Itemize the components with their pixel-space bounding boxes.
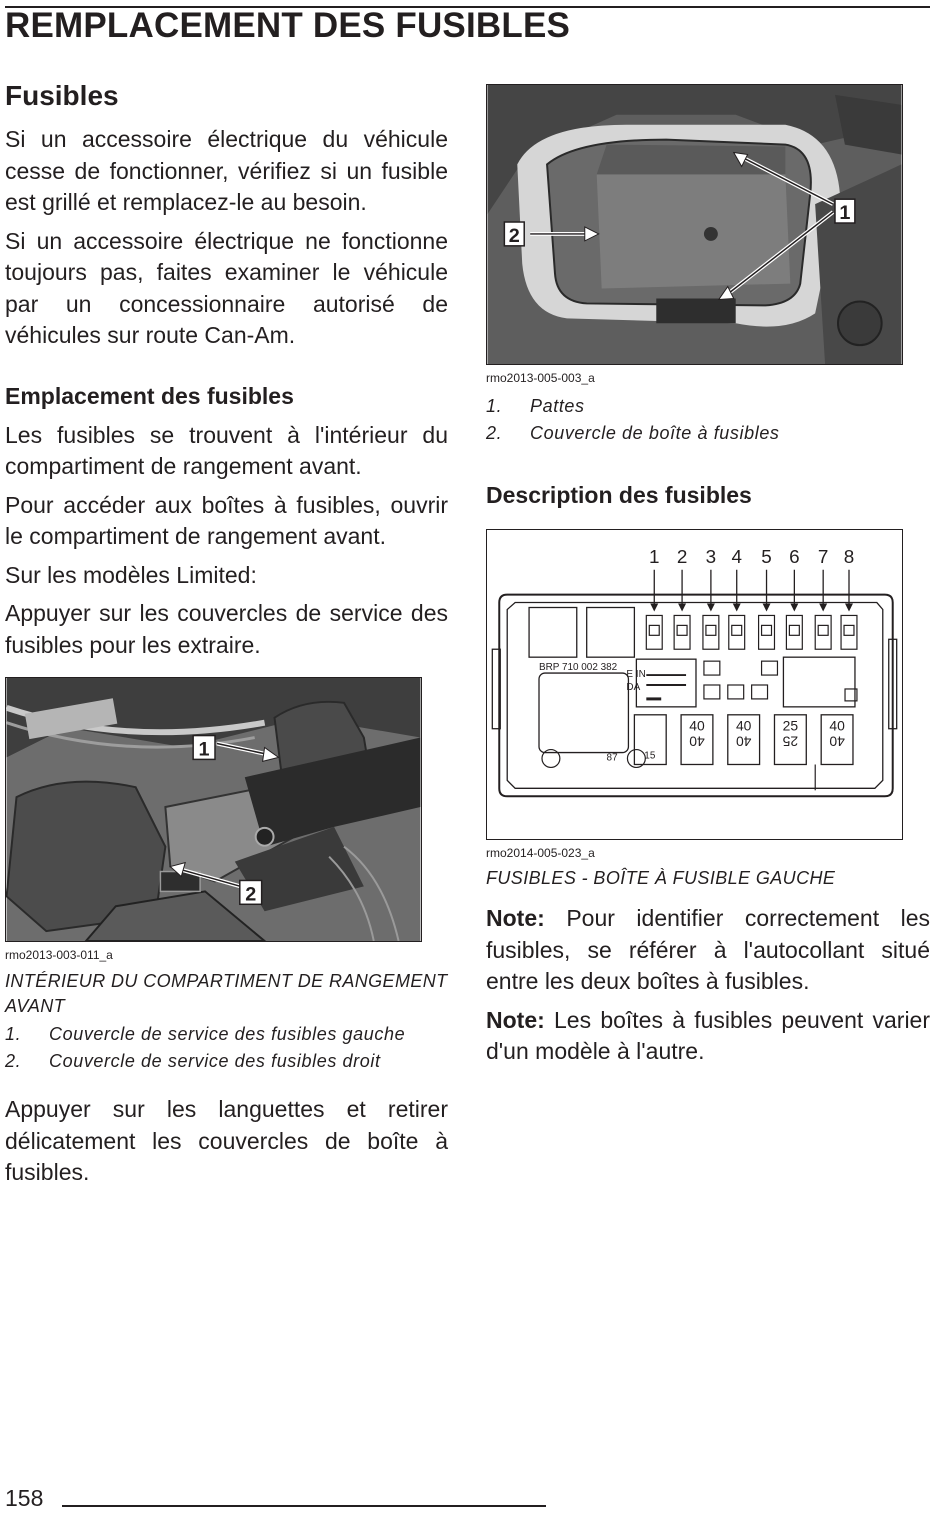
right-column xyxy=(486,84,930,1068)
fuse-rating-1-inverted: 40 xyxy=(689,733,705,750)
fuse-rating-3-inverted: 25 xyxy=(782,733,799,750)
side-text-1: E IN xyxy=(626,669,646,681)
legend-text: Couvercle de service des fusibles gauche xyxy=(49,1024,406,1044)
figure-ref-fuse-box: rmo2014-005-023_a xyxy=(486,846,595,860)
fuse-number-3: 3 xyxy=(705,545,717,567)
legend-text: Pattes xyxy=(530,396,585,416)
legend-item xyxy=(5,1049,448,1074)
legend-item xyxy=(486,394,930,419)
callout-1: 1 xyxy=(839,202,851,225)
footer-rule xyxy=(62,1505,546,1507)
callout-2: 2 xyxy=(508,224,520,247)
note-text: Les boîtes à fusibles peuvent varier d'un modèle à l'autre. xyxy=(486,1006,931,1064)
fuse-rating-3: 25 xyxy=(782,717,799,734)
figure-fuse-box-diagram xyxy=(486,529,903,840)
fuse-number-7: 7 xyxy=(817,545,829,567)
fuse-rating-4-inverted: 40 xyxy=(829,733,845,750)
location-paragraph-2: Pour accéder aux boîtes à fusibles, ouvrir le compartiment de rangement avant. xyxy=(5,491,448,549)
page-number: 158 xyxy=(5,1485,44,1511)
subsection-title-description: Description des fusibles xyxy=(486,482,752,508)
figure-caption-fuse-box: FUSIBLES - BOÎTE À FUSIBLE GAUCHE xyxy=(486,868,836,888)
figure-caption-storage: INTÉRIEUR DU COMPARTIMENT DE RANGEMENT AVANT xyxy=(5,971,448,1016)
small-fuse-label: 15 xyxy=(644,750,656,762)
legend-text: Couvercle de boîte à fusibles xyxy=(530,423,780,443)
legend-number: 2. xyxy=(486,423,503,443)
storage-compartment-photo xyxy=(6,678,421,941)
page-title: REMPLACEMENT DES FUSIBLES xyxy=(5,6,571,45)
note-text: Pour identifier correctement les fusibles, se référer à l'autocollant situé entre les deux boîtes à fusibles. xyxy=(486,905,931,994)
closing-paragraph: Appuyer sur les languettes et retirer délicatement les couvercles de boîte à fusibles. xyxy=(5,1096,448,1185)
fuse-number-5: 5 xyxy=(761,545,772,567)
legend-item xyxy=(486,421,930,446)
callout-2: 2 xyxy=(245,883,257,906)
legend-number: 2. xyxy=(5,1051,22,1071)
left-column xyxy=(5,78,448,1189)
legend-item xyxy=(5,1022,448,1047)
figure-storage-compartment xyxy=(5,677,422,942)
figure-ref-cover: rmo2013-005-003_a xyxy=(486,371,595,385)
fuse-rating-4: 40 xyxy=(829,717,845,734)
fuse-box-label-text: BRP 710 002 382 xyxy=(539,662,618,674)
note-1 xyxy=(486,903,930,998)
fuse-number-2: 2 xyxy=(676,545,688,567)
legend-number: 1. xyxy=(5,1024,22,1044)
figure-ref-storage: rmo2013-003-011_a xyxy=(5,948,113,962)
location-paragraph-1: Les fusibles se trouvent à l'intérieur du compartiment de rangement avant. xyxy=(5,421,448,479)
section-title-fusibles: Fusibles xyxy=(5,80,119,111)
fuse-number-6: 6 xyxy=(789,545,800,567)
note-label: Note: xyxy=(486,905,545,931)
subsection-title-location: Emplacement des fusibles xyxy=(5,382,294,409)
fuse-number-8: 8 xyxy=(843,545,855,567)
side-text-2: DA xyxy=(626,681,641,693)
intro-paragraph-1: Si un accessoire électrique du véhicule cesse de fonctionner, vérifiez si un fusible est grillé et remplacez-le au besoin. xyxy=(5,126,448,215)
callout-1: 1 xyxy=(198,738,210,761)
relay-label: 87 xyxy=(606,752,618,764)
note-2 xyxy=(486,1005,930,1068)
fuse-box-cover-photo xyxy=(487,85,902,364)
fuse-rating-2-inverted: 40 xyxy=(735,733,752,750)
location-paragraph-3: Sur les modèles Limited: xyxy=(5,561,257,588)
figure-fuse-box-cover xyxy=(486,84,903,365)
intro-paragraph-2: Si un accessoire électrique ne fonctionne toujours pas, faites examiner le véhicule par un concessionnaire autorisé de véhicules sur route Can-Am. xyxy=(5,227,448,348)
fuse-number-1: 1 xyxy=(649,545,660,567)
fuse-box-diagram xyxy=(487,530,902,839)
fuse-rating-1: 40 xyxy=(689,717,705,734)
fuse-number-4: 4 xyxy=(731,545,742,567)
location-paragraph-4: Appuyer sur les couvercles de service des fusibles pour les extraire. xyxy=(5,600,448,658)
note-label: Note: xyxy=(486,1006,545,1033)
legend-text: Couvercle de service des fusibles droit xyxy=(49,1051,381,1071)
fuse-rating-2: 40 xyxy=(735,717,752,734)
legend-number: 1. xyxy=(486,396,503,416)
